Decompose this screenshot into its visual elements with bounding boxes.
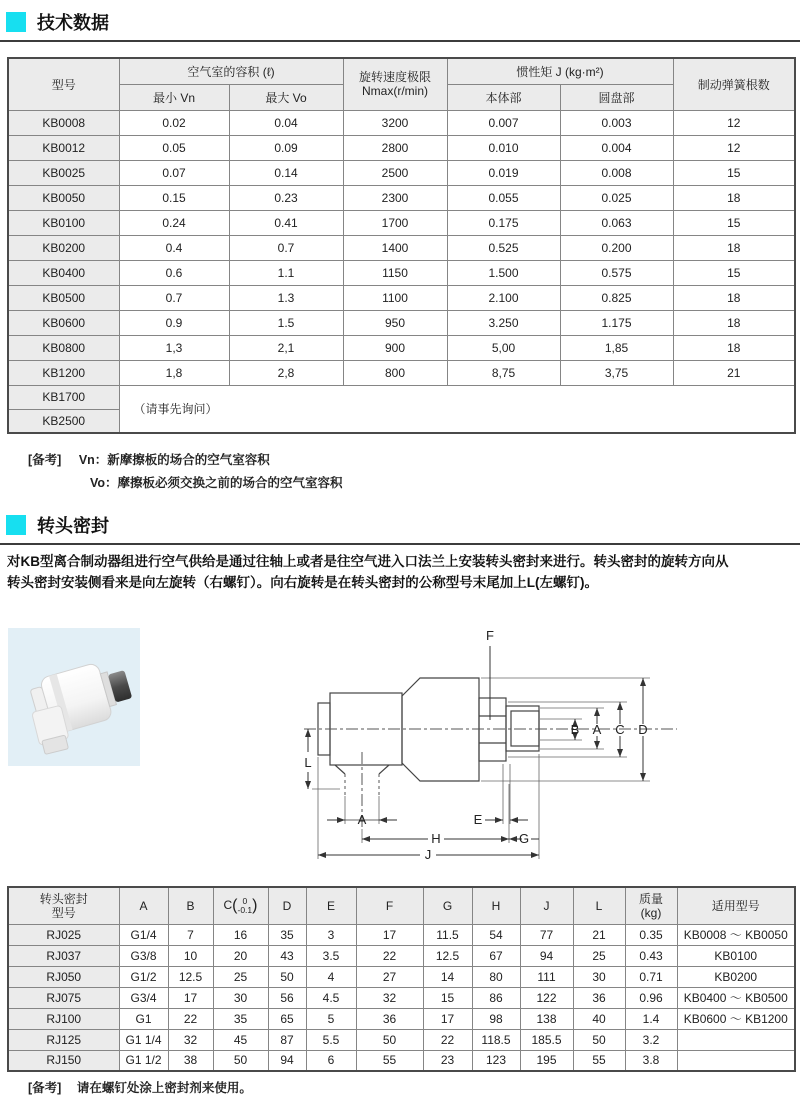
- model-cell: RJ037: [8, 945, 119, 966]
- value-cell: 23: [423, 1050, 472, 1071]
- title-underline: [0, 543, 800, 545]
- value-cell: 18: [673, 310, 795, 335]
- model-cell: KB0200: [8, 235, 119, 260]
- model-cell: KB0008: [8, 110, 119, 135]
- dim-label-c: C: [615, 722, 625, 737]
- value-cell: 0.6: [119, 260, 229, 285]
- value-cell: 18: [673, 335, 795, 360]
- col-header-b: B: [168, 887, 213, 924]
- cyan-square-icon: [6, 515, 26, 535]
- value-cell: 98: [472, 1008, 520, 1029]
- model-cell: RJ125: [8, 1029, 119, 1050]
- value-cell: 3.5: [306, 945, 356, 966]
- col-header-g: G: [423, 887, 472, 924]
- value-cell: 32: [356, 987, 423, 1008]
- value-cell: 50: [573, 1029, 625, 1050]
- value-cell: 2300: [343, 185, 447, 210]
- value-cell: 5,00: [447, 335, 560, 360]
- value-cell: 0.24: [119, 210, 229, 235]
- value-cell: 195: [520, 1050, 573, 1071]
- tech-data-table: [7, 57, 796, 434]
- table-row: [8, 210, 795, 235]
- value-cell: 1.3: [229, 285, 343, 310]
- inquiry-note-cell: （请事先询问）: [119, 385, 795, 433]
- value-cell: 1,3: [119, 335, 229, 360]
- model-cell: RJ025: [8, 924, 119, 945]
- header-row-1: [8, 58, 795, 84]
- table-row: [8, 1008, 795, 1029]
- value-cell: 17: [423, 1008, 472, 1029]
- dim-label-j: J: [424, 847, 432, 862]
- value-cell: 1,8: [119, 360, 229, 385]
- value-cell: 18: [673, 235, 795, 260]
- value-cell: 0.575: [560, 260, 673, 285]
- col-header-air-volume: 空气室的容积 (ℓ): [119, 58, 343, 84]
- value-cell: KB0200: [677, 966, 795, 987]
- value-cell: 35: [213, 1008, 268, 1029]
- table-row: [8, 924, 795, 945]
- value-cell: 2.100: [447, 285, 560, 310]
- value-cell: 950: [343, 310, 447, 335]
- remark-vo: Vo：摩擦板必须交换之前的场合的空气室容积: [90, 476, 343, 490]
- value-cell: [677, 1050, 795, 1071]
- dim-label-d: D: [638, 722, 648, 737]
- dim-label-h: H: [431, 831, 441, 846]
- model-cell: RJ075: [8, 987, 119, 1008]
- value-cell: 1.4: [625, 1008, 677, 1029]
- value-cell: 5.5: [306, 1029, 356, 1050]
- value-cell: 8,75: [447, 360, 560, 385]
- value-cell: 122: [520, 987, 573, 1008]
- value-cell: 3.2: [625, 1029, 677, 1050]
- value-cell: 0.063: [560, 210, 673, 235]
- value-cell: 40: [573, 1008, 625, 1029]
- value-cell: 4: [306, 966, 356, 987]
- table-row: [8, 185, 795, 210]
- table-row: [8, 1029, 795, 1050]
- remark-note-1: [28, 450, 270, 468]
- value-cell: 55: [573, 1050, 625, 1071]
- col-header-e: E: [306, 887, 356, 924]
- value-cell: 0.07: [119, 160, 229, 185]
- value-cell: 1100: [343, 285, 447, 310]
- value-cell: 138: [520, 1008, 573, 1029]
- remark-text: 请在螺钉处涂上密封剂来使用。: [76, 1081, 252, 1095]
- table-row: [8, 285, 795, 310]
- model-cell: KB0050: [8, 185, 119, 210]
- value-cell: 0.025: [560, 185, 673, 210]
- value-cell: 50: [213, 1050, 268, 1071]
- table-row: [8, 987, 795, 1008]
- value-cell: 118.5: [472, 1029, 520, 1050]
- value-cell: 36: [356, 1008, 423, 1029]
- value-cell: 18: [673, 285, 795, 310]
- rotary-seal-description: [7, 551, 797, 593]
- value-cell: 3,75: [560, 360, 673, 385]
- value-cell: 67: [472, 945, 520, 966]
- col-header-c: C( 0 -0.1 ): [213, 887, 268, 924]
- value-cell: 1,85: [560, 335, 673, 360]
- dim-label-g: G: [518, 831, 530, 846]
- value-cell: KB0400 ～ KB0500: [677, 987, 795, 1008]
- dimension-diagram: [282, 624, 694, 878]
- model-cell: RJ150: [8, 1050, 119, 1071]
- value-cell: 0.35: [625, 924, 677, 945]
- value-cell: 2,8: [229, 360, 343, 385]
- value-cell: 56: [268, 987, 306, 1008]
- table-row: [8, 360, 795, 385]
- model-cell: KB0600: [8, 310, 119, 335]
- value-cell: 30: [573, 966, 625, 987]
- value-cell: 0.15: [119, 185, 229, 210]
- value-cell: 3.8: [625, 1050, 677, 1071]
- rotary-seal-table: [7, 886, 796, 1072]
- value-cell: 0.200: [560, 235, 673, 260]
- value-cell: 35: [268, 924, 306, 945]
- col-header-f: F: [356, 887, 423, 924]
- col-header-model: 型号: [8, 58, 119, 110]
- value-cell: G1/2: [119, 966, 168, 987]
- value-cell: 1700: [343, 210, 447, 235]
- value-cell: 15: [673, 160, 795, 185]
- header-row: [8, 887, 795, 924]
- col-header-disc-part: 圆盘部: [560, 84, 673, 110]
- value-cell: 0.02: [119, 110, 229, 135]
- value-cell: 86: [472, 987, 520, 1008]
- value-cell: 22: [356, 945, 423, 966]
- value-cell: 0.175: [447, 210, 560, 235]
- value-cell: 3.250: [447, 310, 560, 335]
- dim-label-b: B: [570, 722, 580, 737]
- value-cell: 10: [168, 945, 213, 966]
- value-cell: 2500: [343, 160, 447, 185]
- value-cell: 0.04: [229, 110, 343, 135]
- model-cell: KB2500: [8, 409, 119, 433]
- col-header-h: H: [472, 887, 520, 924]
- product-photo: [8, 628, 140, 766]
- value-cell: 25: [573, 945, 625, 966]
- value-cell: 12: [673, 110, 795, 135]
- value-cell: 17: [356, 924, 423, 945]
- model-cell: KB1700: [8, 385, 119, 409]
- value-cell: 0.71: [625, 966, 677, 987]
- value-cell: 800: [343, 360, 447, 385]
- dim-label-f: F: [486, 628, 494, 643]
- table-row: [8, 235, 795, 260]
- value-cell: 32: [168, 1029, 213, 1050]
- value-cell: G1 1/2: [119, 1050, 168, 1071]
- value-cell: 0.055: [447, 185, 560, 210]
- value-cell: 0.019: [447, 160, 560, 185]
- model-cell: KB1200: [8, 360, 119, 385]
- col-header-min-vn: 最小 Vn: [119, 84, 229, 110]
- remark-note-2: [28, 1078, 252, 1096]
- value-cell: 80: [472, 966, 520, 987]
- table-row: [8, 1050, 795, 1071]
- remark-note-1b: [90, 473, 343, 491]
- value-cell: 0.41: [229, 210, 343, 235]
- col-header-mass: 质量 (kg): [625, 887, 677, 924]
- value-cell: 1400: [343, 235, 447, 260]
- value-cell: 0.96: [625, 987, 677, 1008]
- table-row: [8, 260, 795, 285]
- value-cell: 45: [213, 1029, 268, 1050]
- remark-prefix: [备考]: [28, 1081, 62, 1095]
- col-header-applicable: 适用型号: [677, 887, 795, 924]
- section-title-text: 技术数据: [37, 13, 109, 33]
- value-cell: 0.23: [229, 185, 343, 210]
- value-cell: 0.007: [447, 110, 560, 135]
- value-cell: 0.09: [229, 135, 343, 160]
- value-cell: 27: [356, 966, 423, 987]
- value-cell: G3/8: [119, 945, 168, 966]
- value-cell: 43: [268, 945, 306, 966]
- cyan-square-icon: [6, 12, 26, 32]
- value-cell: 15: [423, 987, 472, 1008]
- value-cell: 1.175: [560, 310, 673, 335]
- title-underline: [0, 40, 800, 42]
- col-header-seal-model: 转头密封 型号: [8, 887, 119, 924]
- value-cell: 55: [356, 1050, 423, 1071]
- value-cell: 185.5: [520, 1029, 573, 1050]
- value-cell: 12.5: [168, 966, 213, 987]
- value-cell: 87: [268, 1029, 306, 1050]
- value-cell: 1.5: [229, 310, 343, 335]
- dim-label-e: E: [473, 812, 483, 827]
- paragraph-line: 对KB型离合制动器组进行空气供给是通过往轴上或者是往空气进入口法兰上安装转头密封来进行。转头密封的旋转方向从: [7, 554, 729, 569]
- section-title-text: 转头密封: [37, 516, 109, 536]
- extension-lines: [312, 678, 650, 859]
- value-cell: 0.43: [625, 945, 677, 966]
- model-cell: KB0500: [8, 285, 119, 310]
- value-cell: 0.825: [560, 285, 673, 310]
- value-cell: 12: [673, 135, 795, 160]
- value-cell: 3: [306, 924, 356, 945]
- col-header-d: D: [268, 887, 306, 924]
- value-cell: 0.7: [119, 285, 229, 310]
- value-cell: 2800: [343, 135, 447, 160]
- value-cell: 25: [213, 966, 268, 987]
- value-cell: 0.9: [119, 310, 229, 335]
- value-cell: 15: [673, 210, 795, 235]
- col-header-inertia: 惯性矩 J (kg·m²): [447, 58, 673, 84]
- table-row: [8, 966, 795, 987]
- value-cell: 17: [168, 987, 213, 1008]
- paragraph-line: 转头密封安装侧看来是向左旋转（右螺钉）。向右旋转是在转头密封的公称型号末尾加上L(左螺钉)。: [7, 575, 598, 590]
- value-cell: 21: [573, 924, 625, 945]
- value-cell: G3/4: [119, 987, 168, 1008]
- model-cell: RJ100: [8, 1008, 119, 1029]
- value-cell: 18: [673, 185, 795, 210]
- value-cell: 65: [268, 1008, 306, 1029]
- value-cell: 15: [673, 260, 795, 285]
- value-cell: 0.05: [119, 135, 229, 160]
- value-cell: [677, 1029, 795, 1050]
- value-cell: 0.7: [229, 235, 343, 260]
- value-cell: 2,1: [229, 335, 343, 360]
- value-cell: 20: [213, 945, 268, 966]
- section-title-tech-data: [6, 9, 109, 35]
- value-cell: G1/4: [119, 924, 168, 945]
- model-cell: KB0012: [8, 135, 119, 160]
- value-cell: KB0008 ～ KB0050: [677, 924, 795, 945]
- value-cell: 11.5: [423, 924, 472, 945]
- value-cell: 0.4: [119, 235, 229, 260]
- col-header-j: J: [520, 887, 573, 924]
- value-cell: 0.010: [447, 135, 560, 160]
- dim-label-a-bottom: A: [357, 812, 367, 827]
- value-cell: 900: [343, 335, 447, 360]
- value-cell: 94: [520, 945, 573, 966]
- table-row: [8, 385, 795, 409]
- value-cell: 12.5: [423, 945, 472, 966]
- value-cell: 30: [213, 987, 268, 1008]
- dim-label-l: L: [304, 755, 312, 770]
- table-row: [8, 160, 795, 185]
- value-cell: 5: [306, 1008, 356, 1029]
- value-cell: 0.525: [447, 235, 560, 260]
- section-title-rotary-seal: [6, 512, 109, 538]
- value-cell: 1.1: [229, 260, 343, 285]
- value-cell: KB0600 ～ KB1200: [677, 1008, 795, 1029]
- table-row: [8, 135, 795, 160]
- model-cell: RJ050: [8, 966, 119, 987]
- model-cell: KB0100: [8, 210, 119, 235]
- value-cell: 50: [268, 966, 306, 987]
- value-cell: G1: [119, 1008, 168, 1029]
- value-cell: 4.5: [306, 987, 356, 1008]
- dimension-labels: [304, 628, 647, 862]
- table-row: [8, 945, 795, 966]
- value-cell: 0.003: [560, 110, 673, 135]
- col-header-a: A: [119, 887, 168, 924]
- table-row: [8, 335, 795, 360]
- value-cell: 38: [168, 1050, 213, 1071]
- value-cell: 50: [356, 1029, 423, 1050]
- value-cell: 0.14: [229, 160, 343, 185]
- model-cell: KB0025: [8, 160, 119, 185]
- col-header-max-vo: 最大 Vo: [229, 84, 343, 110]
- table-row: [8, 310, 795, 335]
- value-cell: 54: [472, 924, 520, 945]
- col-header-l: L: [573, 887, 625, 924]
- remark-vn: Vn：新摩擦板的场合的空气室容积: [78, 453, 270, 467]
- value-cell: 94: [268, 1050, 306, 1071]
- col-header-springs: 制动弹簧根数: [673, 58, 795, 110]
- value-cell: 0.004: [560, 135, 673, 160]
- value-cell: 123: [472, 1050, 520, 1071]
- value-cell: 16: [213, 924, 268, 945]
- value-cell: KB0100: [677, 945, 795, 966]
- value-cell: 22: [423, 1029, 472, 1050]
- value-cell: G1 1/4: [119, 1029, 168, 1050]
- value-cell: 7: [168, 924, 213, 945]
- value-cell: 1150: [343, 260, 447, 285]
- col-header-body-part: 本体部: [447, 84, 560, 110]
- value-cell: 0.008: [560, 160, 673, 185]
- value-cell: 21: [673, 360, 795, 385]
- value-cell: 111: [520, 966, 573, 987]
- value-cell: 22: [168, 1008, 213, 1029]
- value-cell: 3200: [343, 110, 447, 135]
- value-cell: 14: [423, 966, 472, 987]
- table-row: [8, 110, 795, 135]
- model-cell: KB0400: [8, 260, 119, 285]
- value-cell: 36: [573, 987, 625, 1008]
- remark-prefix: [备考]: [28, 453, 62, 467]
- dim-label-a-right: A: [592, 722, 602, 737]
- value-cell: 1.500: [447, 260, 560, 285]
- model-cell: KB0800: [8, 335, 119, 360]
- value-cell: 6: [306, 1050, 356, 1071]
- value-cell: 77: [520, 924, 573, 945]
- col-header-speed-limit: 旋转速度极限 Nmax(r/min): [343, 58, 447, 110]
